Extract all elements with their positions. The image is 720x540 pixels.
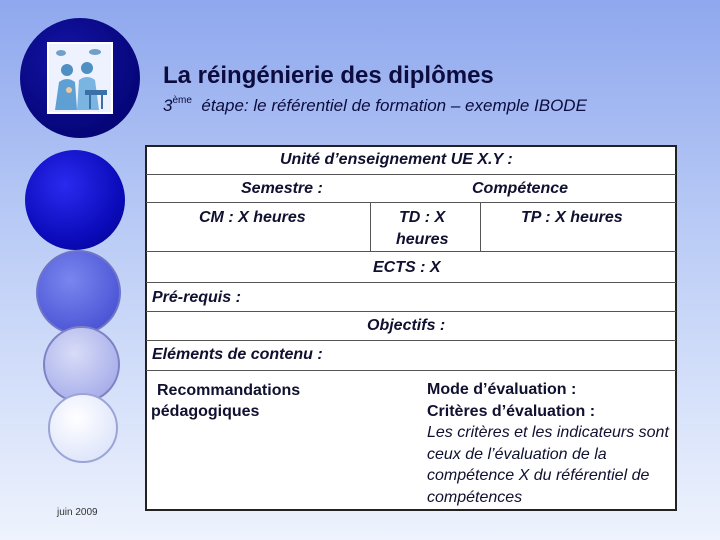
ects-credits: ECTS : X [373, 259, 441, 276]
criteres-title: Critères d’évaluation : [427, 402, 596, 420]
criteres-text: Les critères et les indicateurs sont ceux de l’évaluation de la compétence X du référentiel de compétences [427, 424, 669, 506]
slide-title: La réingénierie des diplômes [163, 62, 494, 89]
footer-date: juin 2009 [57, 507, 98, 518]
divider [146, 202, 676, 203]
divider [146, 251, 676, 252]
competence-label: Compétence [472, 180, 569, 197]
tp-hours: TP : X heures [521, 209, 623, 226]
evaluation-block [427, 379, 673, 508]
ue-header: Unité d’enseignement UE X.Y : [280, 151, 513, 168]
mode-evaluation-title: Mode d’évaluation : [427, 381, 577, 398]
subtitle-superscript: ème [172, 95, 192, 106]
decor-circle-3 [36, 250, 121, 335]
decor-circle-5 [48, 393, 118, 463]
cm-hours: CM : X heures [199, 209, 306, 226]
subtitle-text: étape: le référentiel de formation – exemple IBODE [201, 96, 587, 115]
decor-circle-4 [43, 326, 120, 403]
td-hours-line2: heures [396, 231, 449, 248]
td-hours-line1: TD : X [399, 209, 446, 226]
divider [146, 282, 676, 283]
divider [480, 203, 481, 251]
reco-line1: Recommandations [157, 382, 301, 399]
decor-circle-2 [25, 150, 125, 250]
divider [370, 203, 371, 251]
objectifs-label: Objectifs : [367, 317, 446, 334]
surgeons-clipart-icon [47, 42, 113, 114]
divider [146, 174, 676, 175]
divider [146, 311, 676, 312]
slide-subtitle [163, 96, 587, 116]
semestre-label: Semestre : [241, 180, 323, 197]
reco-line2: pédagogiques [151, 403, 260, 420]
divider [146, 370, 676, 371]
prerequis-label: Pré-requis : [152, 289, 241, 306]
recommandations-block [151, 380, 300, 422]
elements-label: Eléments de contenu : [152, 346, 323, 363]
subtitle-number: 3 [163, 96, 173, 115]
divider [146, 340, 676, 341]
